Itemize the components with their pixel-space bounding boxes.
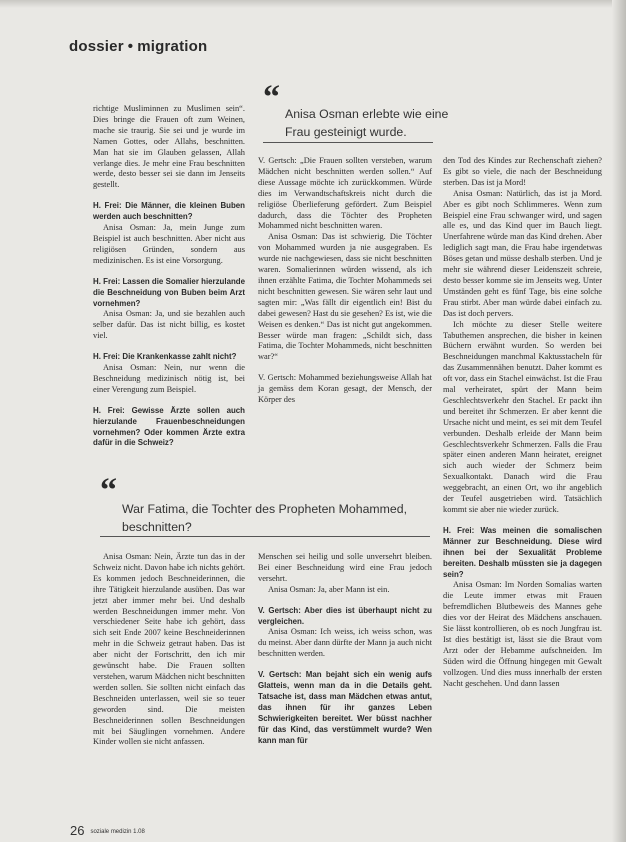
answer-paragraph: Ich möchte zu dieser Stelle weitere Tabuthemen ansprechen, die bisher in keinen Büchern erwähnt wurden. So werden bei Beschneidungen manchmal Kaktusstacheln für das Zusammennähen benutzt. Daher kommt es oft vor, dass ein Stachel einwächst. Ist die Frau mal verheiratet, spürt der Mann beim Geschlechtsverkehr den Stachel. Er packt ihn und bereitet ihr Schmerzen. Er aber kennt die Ursache nicht und meint, es sei mit dem Teufel verbunden. Deshalb erleide der Mann beim Geschlechtsverkehr Schmerzen. Falls die Frau später einen anderen Mann heiratet, ereignet sich auch wieder der Schmerz beim Sexualkontakt. Danach wird die Frau weggebracht, an einen Ort, wo ihr angeblich der Teufel ausgetrieben wird. Tatsächlich kommt sie aber nie wieder zurück. <box>443 319 602 514</box>
pull-quote-2-text: War Fatima, die Tochter des Propheten Mohammed, beschnitten? <box>122 502 408 534</box>
answer-paragraph: Anisa Osman: Ja, mein Junge zum Beispiel ist auch beschnitten. Aber nicht aus religiösen Gründen, sondern aus medizinischen. Es ist eine Vorsorgung. <box>93 223 245 265</box>
header-topic: migration <box>137 38 208 55</box>
header-section: dossier <box>69 38 124 55</box>
column-left-bottom <box>93 552 245 806</box>
question-paragraph: V. Gertsch: Mohammed beziehungsweise Allah hat ja gemäss dem Koran gesagt, der Mensch, der Körper des <box>258 373 432 405</box>
question-paragraph: H. Frei: Die Krankenkasse zahlt nicht? <box>93 352 237 362</box>
question-paragraph: H. Frei: Was meinen die somalischen Männer zur Beschneidung. Diese wird ihnen bei der Sexualität Probleme bereiten. Deshalb müssten sie ja dagegen sein? <box>443 525 602 579</box>
body-paragraph: richtige Musliminnen zu Muslimen sein“. Dies bringe die Frauen oft zum Weinen, mache sie traurig. Sie sei und je wurde im Namen Gottes, oder Allahs, beschnitten. Man hat sie im Glauben gelassen, Allah verlange dies. Je mehr eine Frau beschnitten werde, desto besser sei sie dann im Jenseits gestellt. <box>93 104 245 190</box>
answer-paragraph: Anisa Osman: Nein, nur wenn die Beschneidung medizinisch nötig ist, bei einer Verengung zum Beispiel. <box>93 363 245 394</box>
body-paragraph: den Tod des Kindes zur Rechenschaft ziehen? Es gibt so viele, die nach der Beschneidung sterben. Das ist ja Mord! <box>443 156 602 187</box>
page-number: 26 <box>70 823 85 838</box>
answer-paragraph: Anisa Osman: Ich weiss, ich weiss schon, was du meinst. Aber dann dürfte der Mann ja auch nicht beschnitten werden. <box>258 627 432 659</box>
answer-paragraph: Anisa Osman: Natürlich, das ist ja Mord. Aber es gibt noch Schlimmeres. Wenn zum Beispiel eine Frau schwanger wird, und sagen alle es, und das Kind quer im Bauch liegt. Unerfahrene würde man das Kind drehen. Aber lediglich sagt man, die Frau habe irgendetwas Böses getan und müsse deshalb sterben. Und je mehr sie während dieser Leidenszeit schreie, desto besser komme sie im Jenseits weg. Unter Umständen geht es fünf Tage, bis eine solche Frau stirbt. Aber man würde dabei einfach zu. Das ist doch pervers. <box>443 188 602 318</box>
column-left-top <box>93 104 245 448</box>
question-paragraph: H. Frei: Die Männer, die kleinen Buben werden auch beschnitten? <box>93 201 245 222</box>
question-paragraph: H. Frei: Gewisse Ärzte sollen auch hierzulande Frauenbeschneidungen vornehmen? Oder kommen Ärzte extra dafür in die Schweiz? <box>93 405 245 448</box>
quote-mark-1: “ <box>263 79 277 116</box>
body-paragraph: V. Gertsch: „Die Frauen sollten versteben, warum Mädchen nicht beschnitten werden sollen.“ Auf diese Aussage möchte ich zurückkommen. Würde dies im Verwandtschaftskreis nicht durch die religiöse Überlieferung gefördert. Zum Beispiel dadurch, dass die Töchter des Propheten Mohammed nicht beschnitten waren. <box>258 156 432 231</box>
column-right <box>443 156 602 806</box>
question-paragraph: H. Frei: Lassen die Somalier hierzulande die Beschneidung von Buben beim Arzt vornehmen? <box>93 276 245 308</box>
page-right-shadow <box>612 0 626 842</box>
column-middle-bottom <box>258 552 432 806</box>
question-paragraph: V. Gertsch: Aber dies ist überhaupt nicht zu vergleichen. <box>258 605 432 626</box>
answer-paragraph: Anisa Osman: Ja, aber Mann ist ein. <box>268 584 390 594</box>
body-paragraph: Menschen sei heilig und solle unversehrt bleiben. Bei einer Beschneidung wird eine Frau jedoch versehrt. <box>258 552 432 583</box>
column-middle-top <box>258 156 432 442</box>
quote-mark-2: “ <box>100 472 114 509</box>
section-header <box>69 38 207 55</box>
pull-quote-2-rule <box>100 536 430 537</box>
magazine-name: soziale medizin 1.08 <box>90 829 145 835</box>
answer-paragraph: Anisa Osman: Im Norden Somalias warten die Leute immer etwas mit Frauen befremdlichen Blutbeweis des Mannes gehe dies vor der Heirat des Mädchens anschauen. Sie lässt kontrollieren, ob es noch Jungfrau ist. Ist dies bestätigt ist, lässt sie die Braut vom Arzt oder der Hebamme aufschneiden. Im Süden wird die Öffnung hingegen mit Gewalt vollzogen. Und dies muss innerhalb der ersten Nacht geschehen. Und dann lassen <box>443 580 602 688</box>
pull-quote-1 <box>263 79 463 141</box>
answer-paragraph: Anisa Osman: Ja, und sie bezahlen auch selber dafür. Das ist nicht billig, es kostet viel. <box>93 309 245 341</box>
header-separator: • <box>127 38 134 55</box>
pull-quote-2 <box>100 472 430 536</box>
page-footer <box>70 822 145 840</box>
answer-paragraph: Anisa Osman: Das ist schwierig. Die Töchter von Mohammed wurden ja nie ausgegraben. Es wurde nie nachgewiesen, dass sie nicht beschnitten waren. Somalierinnen würden wissend, als ich ihnen erzählte Fatima, die Tochter Mohammeds sei nicht beschnitten gewesen. Sie wären sehr laut und sagten mir: „Was fällt dir eigentlich ein! Bist du dabei gewesen? Hast du sie gesehen? Es ist, wie die Weisen es denken.“ Das ist nicht gut angekommen. Besser würde man fragen: „Schildt sich, dass Fatima, die Tochter Mohammeds, nicht beschnitten war?“ <box>258 232 432 362</box>
question-paragraph: V. Gertsch: Man bejaht sich ein wenig aufs Glatteis, wenn man da in die Details geht. Tatsache ist, dass man Mädchen etwas antut, das ihnen für ihr ganzes Leben Schwierigkeiten bereitet. Wer büsst nachher für das Kind, das verstümmelt wurde? Wen kann man für <box>258 670 432 745</box>
pull-quote-1-text: Anisa Osman erlebte wie eine Frau gesteinigt wurde. <box>285 107 449 139</box>
pull-quote-1-rule <box>263 142 433 143</box>
page-top-shadow <box>0 0 626 8</box>
answer-paragraph: Anisa Osman: Nein, Ärzte tun das in der Schweiz nicht. Davon habe ich nichts gehört. Es kommen jedoch Beschneiderinnen, die ihre Tätigkeit hierzulande ausüben. Das war jetzt aber immer mehr bei. Und deshalb werden Beschneidungen immer mehr. Von verschiedener Seite habe ich gehört, dass sich seit Ende 2007 keine Beschneiderinnen mehr in die Schweiz getraut haben. Das ist aber nicht der Fortschritt, den ich mir gewünscht habe. Die Frauen sollten verstehen, warum Mädchen nicht beschnitten werden sollen. Sie sollten nicht einfach das Beschneiden unterlassen, weil sie so teuer geworden sind. Die meisten Beschneiderinnen sollen Beschneidungen mit bei Säuglingen vornehmen. Andere Kinder wollen sie nicht anfassen. <box>93 552 245 747</box>
